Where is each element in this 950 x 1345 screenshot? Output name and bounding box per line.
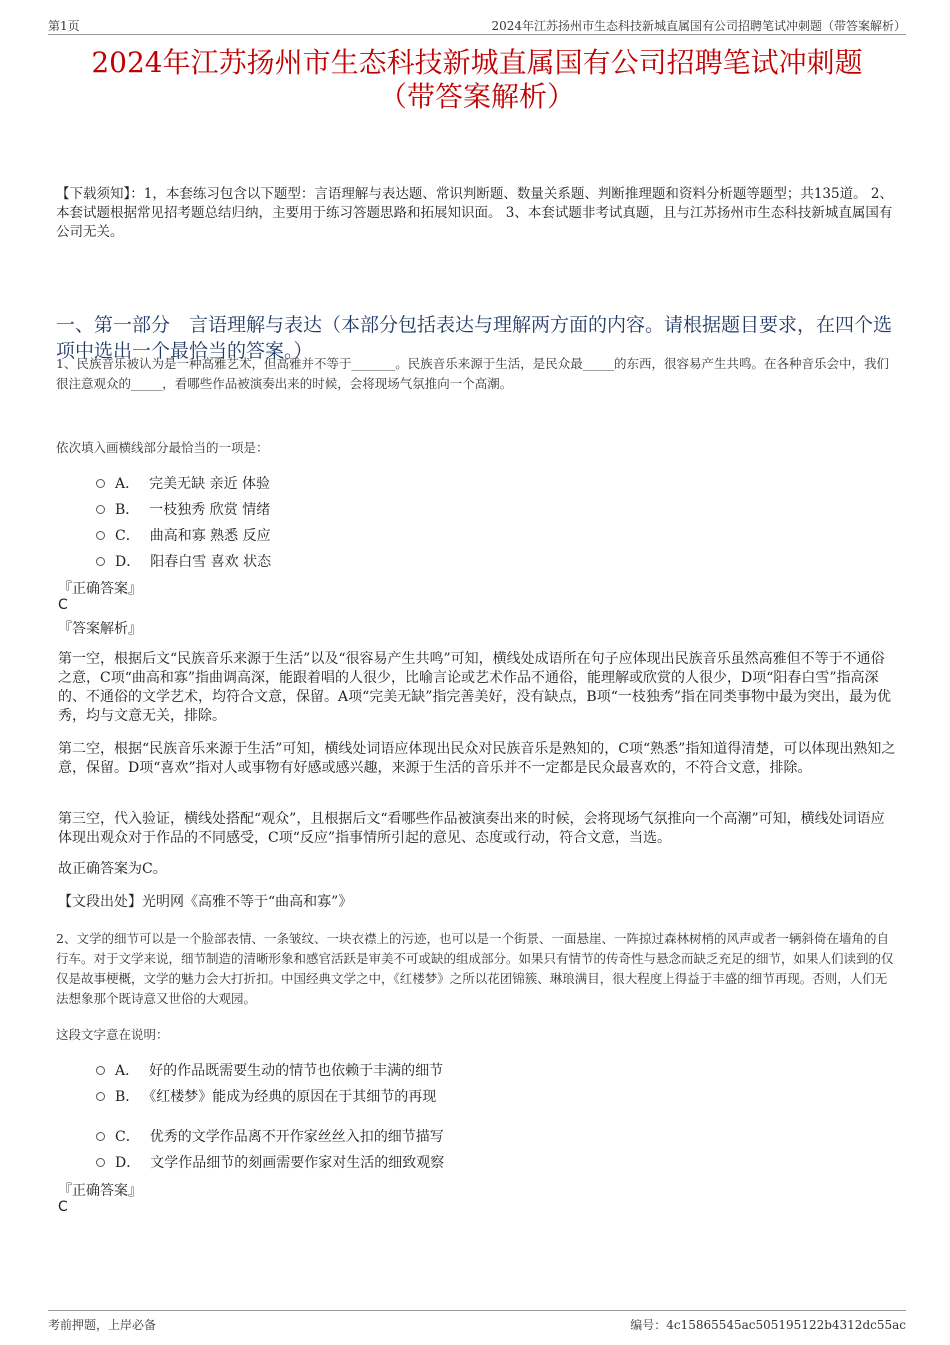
radio-icon[interactable] <box>96 1066 105 1075</box>
option-text: 优秀的文学作品离不开作家丝丝入扣的细节描写 <box>149 1129 444 1145</box>
q1-answer-label: 『正确答案』 <box>58 581 142 597</box>
option-text: 完美无缺 亲近 体验 <box>149 476 271 492</box>
radio-icon[interactable] <box>96 531 105 540</box>
q2-text: 2、文学的细节可以是一个脸部表情、一条皱纹、一块衣襟上的污迹，也可以是一个街景、一面悬崖、一阵掠过森林树梢的风声或者一辆斜倚在墙角的自行车。对于文学来说，细节制造的清晰形象和感官活跃是审美不可或缺的组成部分。如果只有情节的传奇性与悬念而缺乏充足的细节，如果人们读到的仅仅是故事梗概，文学的魅力会大打折扣。中国经典文学之中，《红楼梦》之所以花团锦簇、琳琅满目，很大程度上得益于丰盛的细节再现。否则，人们无法想象那个既诗意又世俗的大观园。 <box>56 931 894 1006</box>
download-notice: 【下载须知】：1，本套练习包含以下题型：言语理解与表达题、常识判断题、数量关系题、判断推理题和资料分析题等题型；共135道。 2、本套试题根据常见招考题总结归纳，主要用于练习答题思路和拓展知识面。 3、本套试题非考试真题，且与江苏扬州市生态科技新城直属国有公司无关。 <box>56 186 893 240</box>
title-line-2: （带答案解析） <box>378 80 575 113</box>
radio-icon[interactable] <box>96 1158 105 1167</box>
q1-answer: C <box>58 597 68 613</box>
option-letter: C． <box>115 1129 140 1145</box>
q2-answer-label: 『正确答案』 <box>58 1183 142 1199</box>
option-text: 《红楼梦》能成为经典的原因在于其细节的再现 <box>149 1089 437 1105</box>
q1-analysis-conclusion: 故正确答案为C。 <box>58 861 167 877</box>
option-text: 一枝独秀 欣赏 情绪 <box>149 502 271 518</box>
option-text: 曲高和寡 熟悉 反应 <box>149 528 271 544</box>
footer-serial: 编号：4c15865545ac505195122b4312dc55ac <box>630 1318 906 1332</box>
option-letter: A． <box>115 476 140 492</box>
title-line-1: 2024年江苏扬州市生态科技新城直属国有公司招聘笔试冲刺题 <box>91 46 863 79</box>
option-letter: A． <box>115 1063 140 1079</box>
q1-analysis-paragraph: 第一空，根据后文“民族音乐来源于生活”以及“很容易产生共鸣”可知，横线处成语所在句子应体现出民族音乐虽然高雅但不等于不通俗之意，C项“曲高和寡”指曲调高深，能跟着唱的人很少，比喻言论或艺术作品不通俗，能理解或欣赏的人很少，D项“阳春白雪”指高深的、不通俗的文学艺术，均符合文意，保留。A项“完美无缺”指完善美好，没有缺点，B项“一枝独秀”指在同类事物中最为突出，最为优秀，均与文意无关，排除。 <box>58 651 892 724</box>
document-title <box>48 46 906 114</box>
q1-analysis-paragraph: 第三空，代入验证，横线处搭配“观众”，且根据后文“看哪些作品被演奏出来的时候，会将现场气氛推向一个高潮”可知，横线处词语应体现出观众对于作品的不同感受，C项“反应”指事情所引起的意见、态度或行动，符合文意，当选。 <box>58 811 885 846</box>
option-letter: B． <box>115 1089 140 1105</box>
radio-icon[interactable] <box>96 1132 105 1141</box>
header-doc-title: 2024年江苏扬州市生态科技新城直属国有公司招聘笔试冲刺题（带答案解析） <box>491 19 906 33</box>
q1-prompt: 依次填入画横线部分最恰当的一项是： <box>56 440 269 455</box>
q2-option-c[interactable] <box>96 1126 444 1146</box>
q1-option-d[interactable] <box>96 551 271 571</box>
q2-answer: C <box>58 1199 68 1215</box>
q2-option-b[interactable] <box>96 1086 436 1106</box>
page-header <box>48 14 906 35</box>
option-letter: D． <box>115 554 141 570</box>
radio-icon[interactable] <box>96 1092 105 1101</box>
option-text: 文学作品细节的刻画需要作家对生活的细致观察 <box>150 1155 445 1171</box>
q1-text: 1、民族音乐被认为是一种高雅艺术，但高雅并不等于_______。民族音乐来源于生活，是民众最_____的东西，很容易产生共鸣。在各种音乐会中，我们很注意观众的_____，看哪些作品被演奏出来的时候，会将现场气氛推向一个高潮。 <box>56 356 889 391</box>
page-number: 第1页 <box>48 19 80 33</box>
q1-option-b[interactable] <box>96 499 270 519</box>
footer-slogan: 考前押题，上岸必备 <box>48 1318 157 1332</box>
radio-icon[interactable] <box>96 557 105 566</box>
page-footer <box>48 1310 906 1333</box>
q1-option-a[interactable] <box>96 473 270 493</box>
q2-option-d[interactable] <box>96 1152 444 1172</box>
option-letter: B． <box>115 502 140 518</box>
q1-analysis-label: 『答案解析』 <box>58 621 142 637</box>
q1-source: 【文段出处】光明网《高雅不等于“曲高和寡”》 <box>58 894 353 910</box>
radio-icon[interactable] <box>96 505 105 514</box>
q2-prompt: 这段文字意在说明： <box>56 1027 169 1042</box>
radio-icon[interactable] <box>96 479 105 488</box>
section-heading: 一、第一部分 言语理解与表达（本部分包括表达与理解两方面的内容。请根据题目要求，在四个选项中选出一个最恰当的答案。） <box>56 314 893 362</box>
option-letter: C． <box>115 528 140 544</box>
option-text: 阳春白雪 喜欢 状态 <box>150 554 272 570</box>
q1-option-c[interactable] <box>96 525 271 545</box>
q2-option-a[interactable] <box>96 1060 443 1080</box>
option-letter: D． <box>115 1155 141 1171</box>
option-text: 好的作品既需要生动的情节也依赖于丰满的细节 <box>149 1063 444 1079</box>
q1-analysis-paragraph: 第二空，根据“民族音乐来源于生活”可知，横线处词语应体现出民众对民族音乐是熟知的，C项“熟悉”指知道得清楚，可以体现出熟知之意，保留。D项“喜欢”指对人或事物有好感或感兴趣，来源于生活的音乐并不一定都是民众最喜欢的，不符合文意，排除。 <box>58 741 896 776</box>
